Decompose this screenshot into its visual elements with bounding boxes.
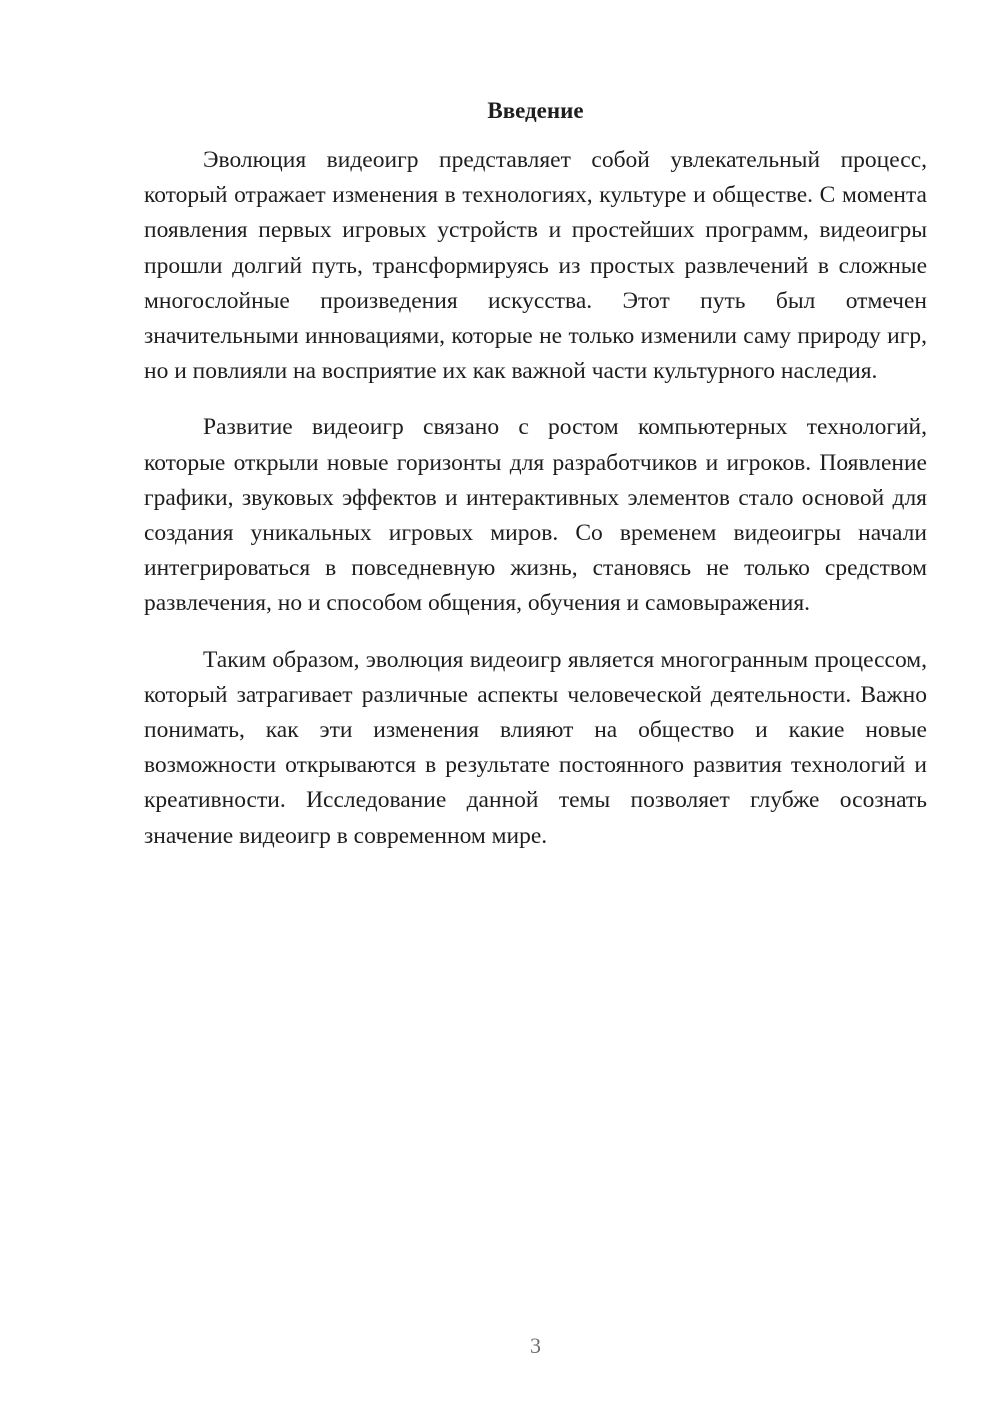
paragraph: Эволюция видеоигр представляет собой увлекательный процесс, который отражает изменения в технологиях, культуре и обществе. С момента появления первых игровых устройств и простейших программ, видеоигры прошли долгий путь, трансформируясь из простых развлечений в сложные многослойные произведения искусства. Этот путь был отмечен значительными инновациями, которые не только изменили саму природу игр, но и повлияли на восприятие их как важной части культурного наследия.	[144, 147, 927, 385]
body-text	[144, 143, 927, 875]
paragraph: Таким образом, эволюция видеоигр является многогранным процессом, который затрагивает различные аспекты человеческой деятельности. Важно понимать, как эти изменения влияют на общество и какие новые возможности открываются в результате постоянного развития технологий и креативности. Исследование данной темы позволяет глубже осознать значение видеоигр в современном мире.	[144, 646, 927, 849]
page-number: 3	[530, 1333, 541, 1358]
paragraph: Развитие видеоигр связано с ростом компьютерных технологий, которые открыли новые горизонты для разработчиков и игроков. Появление графики, звуковых эффектов и интерактивных элементов стало основой для создания уникальных игровых миров. Со временем видеоигры начали интегрироваться в повседневную жизнь, становясь не только средством развлечения, но и способом общения, обучения и самовыражения.	[144, 414, 927, 617]
section-heading: Введение	[487, 98, 584, 123]
